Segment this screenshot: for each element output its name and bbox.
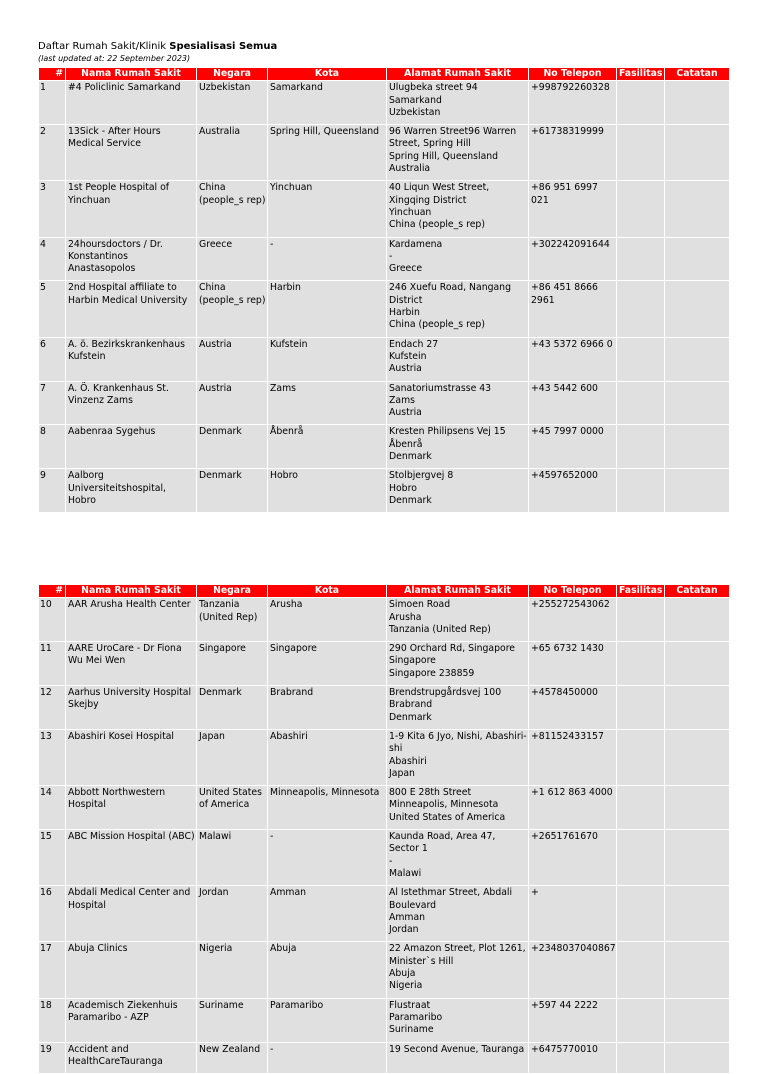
facilities-cell xyxy=(617,281,664,336)
country: Australia xyxy=(197,125,267,180)
hospital-name: 2nd Hospital affiliate to Harbin Medical University xyxy=(66,281,196,336)
row-number: 9 xyxy=(39,469,65,512)
hospital-address: 22 Amazon Street, Plot 1261, Minister`s Hill Abuja Nigeria xyxy=(387,942,528,997)
row-number: 3 xyxy=(39,181,65,236)
phone-number: +61738319999 xyxy=(529,125,616,180)
table-row xyxy=(39,281,729,336)
hospital-name: Abdali Medical Center and Hospital xyxy=(66,886,196,941)
column-number-header: # xyxy=(39,585,65,597)
phone-number: +1 612 863 4000 xyxy=(529,786,616,829)
city: Abuja xyxy=(268,942,386,997)
hospital-address: Endach 27 Kufstein Austria xyxy=(387,338,528,381)
hospital-address: 246 Xuefu Road, Nangang District Harbin China (people_s rep) xyxy=(387,281,528,336)
row-number: 1 xyxy=(39,81,65,124)
hospital-name: Accident and HealthCareTauranga xyxy=(66,1043,196,1074)
country: Malawi xyxy=(197,830,267,885)
table-row xyxy=(39,942,729,997)
notes-cell xyxy=(665,730,729,785)
country: New Zealand xyxy=(197,1043,267,1074)
phone-number: +86 451 8666 2961 xyxy=(529,281,616,336)
facilities-cell xyxy=(617,830,664,885)
phone-number: +81152433157 xyxy=(529,730,616,785)
document-title xyxy=(38,41,277,52)
table-row xyxy=(39,999,729,1042)
hospital-name: Abbott Northwestern Hospital xyxy=(66,786,196,829)
hospital-address: Ulugbeka street 94 Samarkand Uzbekistan xyxy=(387,81,528,124)
hospital-address: 40 Liqun West Street, Xingqing District Yinchuan China (people_s rep) xyxy=(387,181,528,236)
table-header-row xyxy=(39,585,729,597)
hospital-address: 19 Second Avenue, Tauranga xyxy=(387,1043,528,1074)
facilities-cell xyxy=(617,999,664,1042)
column-notes-header: Catatan xyxy=(665,585,729,597)
table-row xyxy=(39,181,729,236)
title-prefix: Daftar Rumah Sakit/Klinik xyxy=(38,41,170,52)
phone-number: +2348037040867 xyxy=(529,942,616,997)
notes-cell xyxy=(665,125,729,180)
row-number: 16 xyxy=(39,886,65,941)
facilities-cell xyxy=(617,125,664,180)
row-number: 8 xyxy=(39,425,65,468)
hospital-name: AAR Arusha Health Center xyxy=(66,598,196,641)
row-number: 17 xyxy=(39,942,65,997)
hospital-name: #4 Policlinic Samarkand xyxy=(66,81,196,124)
hospital-name: Abuja Clinics xyxy=(66,942,196,997)
column-phone-header: No Telepon xyxy=(529,585,616,597)
table-row xyxy=(39,425,729,468)
table-row xyxy=(39,238,729,281)
facilities-cell xyxy=(617,598,664,641)
hospital-name: AARE UroCare - Dr Fiona Wu Mei Wen xyxy=(66,642,196,685)
facilities-cell xyxy=(617,1043,664,1074)
phone-number: +255272543062 xyxy=(529,598,616,641)
country: Denmark xyxy=(197,425,267,468)
notes-cell xyxy=(665,338,729,381)
city: Harbin xyxy=(268,281,386,336)
hospital-name: 1st People Hospital of Yinchuan xyxy=(66,181,196,236)
notes-cell xyxy=(665,598,729,641)
column-city-header: Kota xyxy=(268,585,386,597)
table-row xyxy=(39,730,729,785)
phone-number: +65 6732 1430 xyxy=(529,642,616,685)
hospital-name: 24hoursdoctors / Dr. Konstantinos Anastasopolos xyxy=(66,238,196,281)
row-number: 15 xyxy=(39,830,65,885)
city: Samarkand xyxy=(268,81,386,124)
hospital-address: 96 Warren Street96 Warren Street, Spring Hill Spring Hill, Queensland Australia xyxy=(387,125,528,180)
column-number-header: # xyxy=(39,68,65,80)
city: Åbenrå xyxy=(268,425,386,468)
city: Kufstein xyxy=(268,338,386,381)
notes-cell xyxy=(665,181,729,236)
hospital-table-1 xyxy=(38,67,730,513)
hospital-name: Aalborg Universiteitshospital, Hobro xyxy=(66,469,196,512)
facilities-cell xyxy=(617,382,664,425)
phone-number: +43 5442 600 xyxy=(529,382,616,425)
last-updated: (last updated at: 22 September 2023) xyxy=(38,54,191,63)
city: - xyxy=(268,238,386,281)
column-hospital-name-header: Nama Rumah Sakit xyxy=(66,68,196,80)
hospital-address: Kaunda Road, Area 47, Sector 1 - Malawi xyxy=(387,830,528,885)
phone-number: +43 5372 6966 0 xyxy=(529,338,616,381)
phone-number: +4597652000 xyxy=(529,469,616,512)
column-facilities-header: Fasilitas xyxy=(619,585,663,596)
hospital-address: Al Istethmar Street, Abdali Boulevard Amman Jordan xyxy=(387,886,528,941)
notes-cell xyxy=(665,281,729,336)
country: Austria xyxy=(197,382,267,425)
row-number: 7 xyxy=(39,382,65,425)
notes-cell xyxy=(665,238,729,281)
hospital-address: Simoen Road Arusha Tanzania (United Rep) xyxy=(387,598,528,641)
table-row xyxy=(39,598,729,641)
hospital-address: 290 Orchard Rd, Singapore Singapore Singapore 238859 xyxy=(387,642,528,685)
table-row xyxy=(39,786,729,829)
notes-cell xyxy=(665,886,729,941)
column-country-header: Negara xyxy=(197,68,267,80)
country: Denmark xyxy=(197,469,267,512)
table-row xyxy=(39,686,729,729)
column-country-header: Negara xyxy=(197,585,267,597)
row-number: 18 xyxy=(39,999,65,1042)
country: China (people_s rep) xyxy=(197,281,267,336)
city: Brabrand xyxy=(268,686,386,729)
country: Greece xyxy=(197,238,267,281)
hospital-address: 1-9 Kita 6 Jyo, Nishi, Abashiri-shi Abashiri Japan xyxy=(387,730,528,785)
facilities-cell xyxy=(617,425,664,468)
facilities-cell xyxy=(617,338,664,381)
hospital-address: Flustraat Paramaribo Suriname xyxy=(387,999,528,1042)
hospital-address: Kardamena - Greece xyxy=(387,238,528,281)
city: - xyxy=(268,1043,386,1074)
city: Amman xyxy=(268,886,386,941)
hospital-name: 13Sick - After Hours Medical Service xyxy=(66,125,196,180)
table-row xyxy=(39,125,729,180)
notes-cell xyxy=(665,382,729,425)
country: Singapore xyxy=(197,642,267,685)
table-row xyxy=(39,81,729,124)
notes-cell xyxy=(665,81,729,124)
table-row xyxy=(39,1043,729,1074)
country: Nigeria xyxy=(197,942,267,997)
city: Abashiri xyxy=(268,730,386,785)
table-row xyxy=(39,886,729,941)
row-number: 11 xyxy=(39,642,65,685)
country: Austria xyxy=(197,338,267,381)
facilities-cell xyxy=(617,642,664,685)
row-number: 13 xyxy=(39,730,65,785)
country: Suriname xyxy=(197,999,267,1042)
city: Yinchuan xyxy=(268,181,386,236)
phone-number: +998792260328 xyxy=(529,81,616,124)
notes-cell xyxy=(665,786,729,829)
column-address-header: Alamat Rumah Sakit xyxy=(387,585,528,597)
phone-number: +86 951 6997 021 xyxy=(529,181,616,236)
column-hospital-name-header: Nama Rumah Sakit xyxy=(66,585,196,597)
hospital-address: Stolbjergvej 8 Hobro Denmark xyxy=(387,469,528,512)
notes-cell xyxy=(665,999,729,1042)
city: Zams xyxy=(268,382,386,425)
row-number: 6 xyxy=(39,338,65,381)
notes-cell xyxy=(665,469,729,512)
phone-number: +6475770010 xyxy=(529,1043,616,1074)
row-number: 19 xyxy=(39,1043,65,1074)
notes-cell xyxy=(665,830,729,885)
notes-cell xyxy=(665,942,729,997)
country: United States of America xyxy=(197,786,267,829)
row-number: 14 xyxy=(39,786,65,829)
city: Hobro xyxy=(268,469,386,512)
country: China (people_s rep) xyxy=(197,181,267,236)
hospital-address: Kresten Philipsens Vej 15 Åbenrå Denmark xyxy=(387,425,528,468)
country: Jordan xyxy=(197,886,267,941)
phone-number: +45 7997 0000 xyxy=(529,425,616,468)
facilities-cell xyxy=(617,238,664,281)
table-row xyxy=(39,830,729,885)
notes-cell xyxy=(665,425,729,468)
hospital-name: Abashiri Kosei Hospital xyxy=(66,730,196,785)
phone-number: +2651761670 xyxy=(529,830,616,885)
hospital-name: ABC Mission Hospital (ABC) xyxy=(66,830,196,885)
column-address-header: Alamat Rumah Sakit xyxy=(387,68,528,80)
phone-number: +597 44 2222 xyxy=(529,999,616,1042)
notes-cell xyxy=(665,1043,729,1074)
phone-number: + xyxy=(529,886,616,941)
city: Paramaribo xyxy=(268,999,386,1042)
hospital-name: A. Ö. Krankenhaus St. Vinzenz Zams xyxy=(66,382,196,425)
hospital-name: Aabenraa Sygehus xyxy=(66,425,196,468)
country: Tanzania (United Rep) xyxy=(197,598,267,641)
row-number: 5 xyxy=(39,281,65,336)
row-number: 10 xyxy=(39,598,65,641)
country: Denmark xyxy=(197,686,267,729)
country: Uzbekistan xyxy=(197,81,267,124)
facilities-cell xyxy=(617,181,664,236)
column-phone-header: No Telepon xyxy=(529,68,616,80)
facilities-cell xyxy=(617,730,664,785)
column-facilities-header: Fasilitas xyxy=(619,68,663,79)
notes-cell xyxy=(665,686,729,729)
city: Arusha xyxy=(268,598,386,641)
hospital-address: Brendstrupgårdsvej 100 Brabrand Denmark xyxy=(387,686,528,729)
city: Minneapolis, Minnesota xyxy=(268,786,386,829)
hospital-address: 800 E 28th Street Minneapolis, Minnesota United States of America xyxy=(387,786,528,829)
row-number: 4 xyxy=(39,238,65,281)
hospital-name: A. ö. Bezirkskrankenhaus Kufstein xyxy=(66,338,196,381)
row-number: 12 xyxy=(39,686,65,729)
country: Japan xyxy=(197,730,267,785)
facilities-cell xyxy=(617,786,664,829)
city: - xyxy=(268,830,386,885)
hospital-table-2 xyxy=(38,584,730,1074)
hospital-name: Academisch Ziekenhuis Paramaribo - AZP xyxy=(66,999,196,1042)
column-notes-header: Catatan xyxy=(665,68,729,80)
city: Spring Hill, Queensland xyxy=(268,125,386,180)
hospital-name: Aarhus University Hospital Skejby xyxy=(66,686,196,729)
table-row xyxy=(39,469,729,512)
table-row xyxy=(39,642,729,685)
phone-number: +302242091644 xyxy=(529,238,616,281)
column-city-header: Kota xyxy=(268,68,386,80)
facilities-cell xyxy=(617,686,664,729)
facilities-cell xyxy=(617,942,664,997)
table-row xyxy=(39,382,729,425)
facilities-cell xyxy=(617,469,664,512)
city: Singapore xyxy=(268,642,386,685)
facilities-cell xyxy=(617,81,664,124)
table-row xyxy=(39,338,729,381)
table-header-row xyxy=(39,68,729,80)
phone-number: +4578450000 xyxy=(529,686,616,729)
facilities-cell xyxy=(617,886,664,941)
notes-cell xyxy=(665,642,729,685)
hospital-address: Sanatoriumstrasse 43 Zams Austria xyxy=(387,382,528,425)
title-specialization: Spesialisasi Semua xyxy=(169,41,278,52)
row-number: 2 xyxy=(39,125,65,180)
